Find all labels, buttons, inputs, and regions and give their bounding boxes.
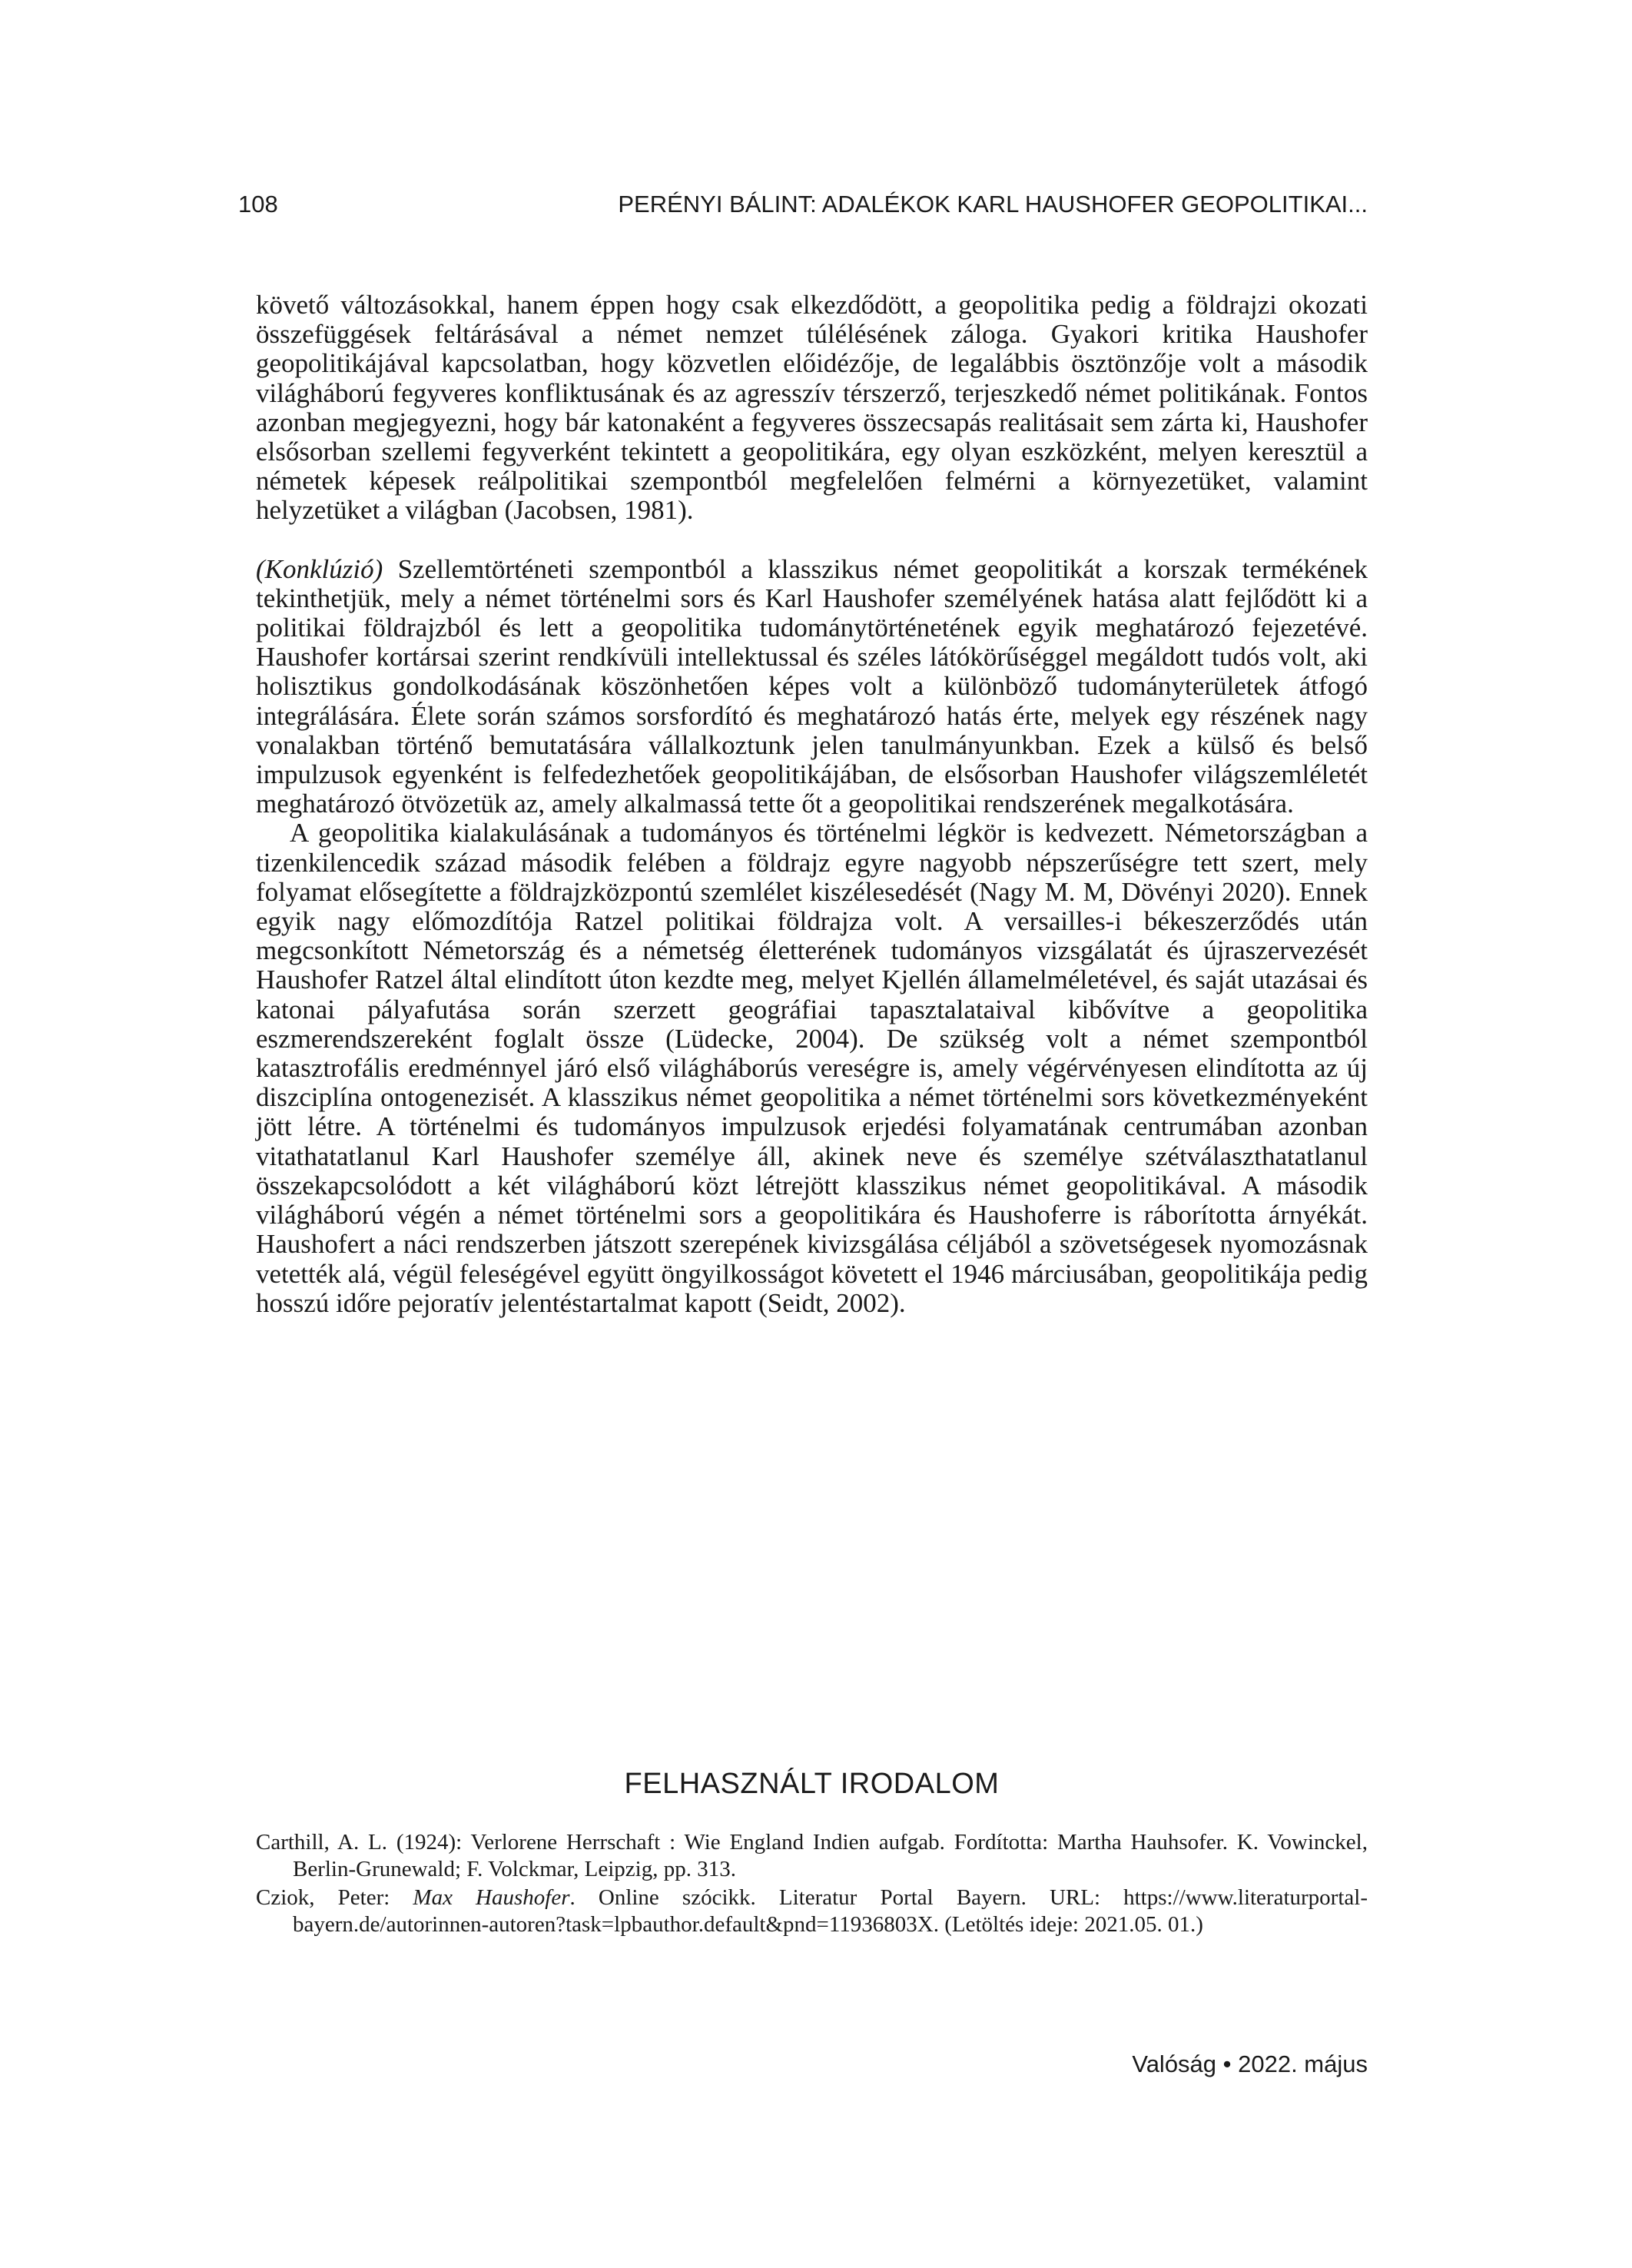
conclusion-label: (Konklúzió) (256, 553, 383, 584)
conclusion-text: Szellemtörténeti szempontból a klasszikus német geopolitikát a korszak termékének tekinthetjük, mely a német történelmi sors és Karl Haushofer személyének hatása alatt fejlődött ki a politikai földrajzból és lett a geopolitika tudománytörténetének egyik meghatározó fejezetévé. Haushofer kortársai szerint rendkívüli intellektussal és széles látókörűséggel megáldott tudós volt, aki holisztikus gondolkodásának köszönhetően képes volt a különböző tudományterületek átfogó integrálására. Élete során számos sorsfordító és meghatározó hatás érte, melyek egy részének nagy vonalakban történő bemutatására vállalkoztunk jelen tanulmányunkban. Ezek a külső és belső impulzusok egyenként is felfedezhetőek geopolitikájában, de elsősorban Haushofer világszemléletét meghatározó ötvözetük az, amely alkalmassá tette őt a geopolitikai rendszerének megalkotására. (256, 553, 1368, 819)
running-header (238, 191, 1368, 221)
reference-italic-title: Max Haushofer (413, 1885, 570, 1910)
running-title: PERÉNYI BÁLINT: ADALÉKOK KARL HAUSHOFER GEOPOLITIKAI... (618, 191, 1368, 218)
page-footer: Valóság • 2022. május (1132, 2050, 1368, 2077)
reference-item (256, 1829, 1368, 1883)
article-body (256, 291, 1368, 1318)
references-list (256, 1829, 1368, 1940)
paragraph-conclusion (256, 555, 1368, 819)
reference-text: . Online szócikk. Literatur Portal Bayern. URL: https://www.literaturportal-bayern.de/autorinnen-autoren?task=lpbauthor.default&pnd=11936803X. (Letöltés ideje: 2021.05. 01.) (293, 1885, 1368, 1937)
reference-text: Cziok, Peter: (256, 1885, 413, 1910)
paragraph-1: követő változásokkal, hanem éppen hogy csak elkezdődött, a geopolitika pedig a földrajzi okozati összefüggések feltárásával a német nemzet túlélésének záloga. Gyakori kritika Haushofer geopolitikájával kapcsolatban, hogy közvetlen előidézője, de legalábbis ösztönzője volt a második világháború fegyveres konfliktusának és az agresszív térszerző, terjeszkedő német politikának. Fontos azonban megjegyezni, hogy bár katonaként a fegyveres összecsapás realitásait sem zárta ki, Haushofer elsősorban szellemi fegyverként tekintett a geopolitikára, egy olyan eszközként, melyen keresztül a németek képesek reálpolitikai szempontból megfelelően felmérni a környezetüket, valamint helyzetüket a világban (Jacobsen, 1981). (256, 290, 1368, 526)
reference-item (256, 1884, 1368, 1938)
reference-text: Carthill, A. L. (1924): Verlorene Herrschaft : Wie England Indien aufgab. Fordította: Martha Hauhsofer. K. Vowinckel, Berlin-Grunewald; F. Volckmar, Leipzig, pp. 313. (256, 1830, 1368, 1881)
references-title: FELHASZNÁLT IRODALOM (624, 1768, 1000, 1800)
paragraph-3: A geopolitika kialakulásának a tudományos és történelmi légkör is kedvezett. Németországban a tizenkilencedik század második felében a földrajz egyre nagyobb népszerűségre tett szert, mely folyamat elősegítette a földrajzközpontú szemlélet kiszélesedését (Nagy M. M, Dövényi 2020). Ennek egyik nagy előmozdítója Ratzel politikai földrajza volt. A versailles-i békeszerződés után megcsonkított Németország és a németség életterének tudományos vizsgálatát és újraszervezését Haushofer Ratzel által elindított úton kezdte meg, melyet Kjellén államelméletével, és saját utazásai és katonai pályafutása során szerzett geográfiai tapasztalataival kibővítve a geopolitika eszmerendszereként foglalt össze (Lüdecke, 2004). De szükség volt a német szempontból katasztrofális eredménnyel járó első világháborús vereségre is, amely végérvényesen elindította az új diszciplína ontogenezisét. A klasszikus német geopolitika a német történelmi sors következményeként jött létre. A történelmi és tudományos impulzusok erjedési folyamatának centrumában azonban vitathatatlanul Karl Haushofer személye áll, akinek neve és személye szétválaszthatatlanul összekapcsolódott a két világháború közt létrejött klasszikus német geopolitikával. A második világháború végén a német történelmi sors a geopolitikára és Haushoferre is ráborította árnyékát. Haushofert a náci rendszerben játszott szerepének kivizsgálása céljából a szövetségesek nyomozásnak vetették alá, végül feleségével együtt öngyilkosságot követett el 1946 márciusában, geopolitikája pedig hosszú időre pejoratív jelentéstartalmat kapott (Seidt, 2002). (256, 818, 1368, 1318)
page-number: 108 (238, 191, 278, 218)
